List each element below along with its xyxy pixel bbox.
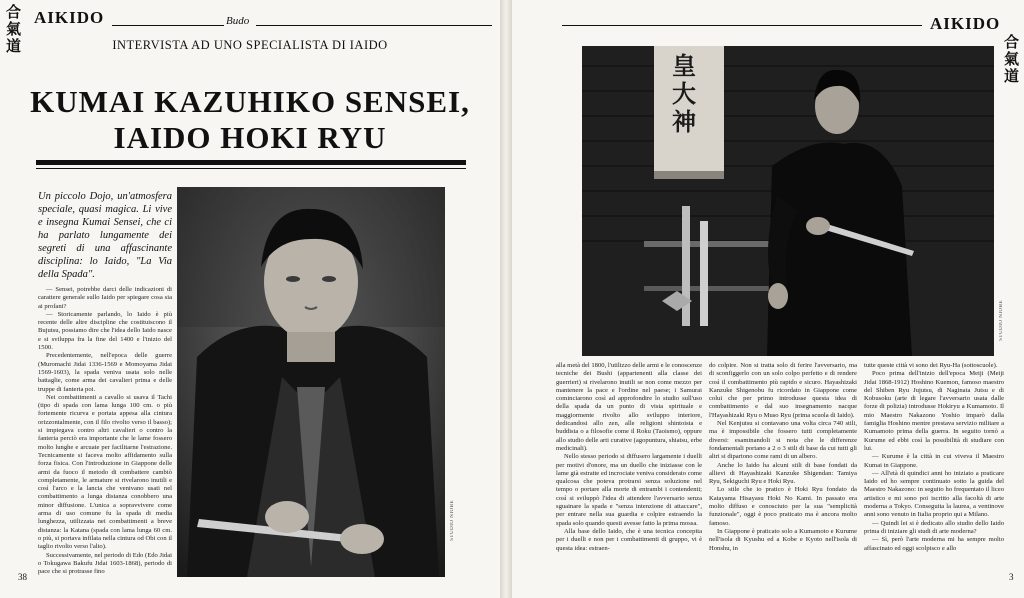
- paragraph: — Storicamente parlando, lo Iaido è più recente delle altre discipline che costituiscono il Bujutsu, possiamo dire che l'idea dello Iaido nasce e si sviluppa fra la fine del 1400 e l'inizio del 1500.: [38, 310, 172, 352]
- paragraph: Successivamente, nel periodo di Edo (Edo Jidai o Tokugawa Bakufu Jidai 1603-1868), periodo di pace che si protrasse fino: [38, 551, 172, 576]
- kanji-char: 氣: [1004, 50, 1020, 68]
- paragraph: — Kurume è la città in cui viveva il Maestro Kumai in Giappone.: [864, 453, 1004, 469]
- kanji-char: 合: [6, 3, 22, 21]
- article-subtitle: INTERVISTA AD UNO SPECIALISTA DI IAIDO: [112, 38, 388, 52]
- sensei-dojo-image: [582, 46, 994, 356]
- paragraph: Anche lo Iaido ha alcuni stili di base fondati da allievi di Hayashizaki Kanzuke Shigendan: Tamiya Ryu, Sekiguchi Ryu e Hoki Ryu.: [709, 461, 857, 486]
- header-rule: [112, 25, 224, 26]
- page-number: 38: [18, 572, 27, 582]
- kanji-char: 道: [6, 37, 22, 55]
- article-title-line-2: IAIDO HOKI RYU: [113, 120, 387, 155]
- page-number: 3: [1009, 572, 1014, 582]
- header-rule: [256, 25, 492, 26]
- paragraph: do colpire. Non si tratta solo di ferire l'avversario, ma di sconfiggerlo con un solo colpo perfetto e di rendere così il combattimento più rapido e sicuro. Hayashizaki Kanzuke Shigenobu fu ricordato in Giappone come colui che per primo introdusse questa idea di combattimento e dal suo insegnamento nacque l'Hayashizaki Ryu o Muso Ryu (prima scuola di Iaido).: [709, 362, 857, 419]
- right-page: [512, 0, 1024, 598]
- section-header: AIKIDO: [34, 8, 105, 27]
- paragraph: Nello stesso periodo si diffusero largamente i duelli per motivi d'onore, ma un duello che iniziasse con le lame già estratte ed incrociate veniva considerato come qualcosa che poteva protrarsi senza soluzione nel tempo o portare alla morte di entrambi i contendenti; così si sviluppò l'idea di attendere l'avversario senza sguainare la spada e "senza intenzione di attaccare", per entrare nella sua guardia e colpire estraendo la spada solo quando questi avesse fatto la prima mossa.: [556, 453, 702, 527]
- paragraph: Lo stile che io pratico è Hoki Ryu fondato da Katayama Hisayasu Hoki No Kami. In passato era molto diffuso e conosciuto per la sua "semplicità funzionale", oggi è poco praticato ma è ancora molto famoso.: [709, 486, 857, 527]
- portrait-photo: [177, 187, 445, 577]
- section-header: AIKIDO: [930, 14, 1001, 33]
- header-rule: [562, 25, 922, 26]
- kanji-char: 合: [1004, 33, 1020, 51]
- kanji-char: 皇: [672, 51, 696, 80]
- paragraph: In Giappone è praticato solo a Kumamoto e Kurume nell'isola di Kyushu ed a Kobe e Kyoto nell'isola di Honshu, in: [709, 527, 857, 552]
- page-gutter: [500, 0, 512, 598]
- paragraph: Nei combattimenti a cavallo si usava il Tachi (tipo di spada con lama lunga 100 cm. o più fortemente ricurva e portata appesa alla cintura orizzontalmente, con il filo rivolto verso il basso); si impiegava contro altri cavalieri o contro la fanteria perciò era importante che le lame fossero molto lunghe e arcuate per facilitarne l'estrazione. Tecnicamente si faceva molto affidamento sulla forza fisica. Con l'introduzione in Giappone delle armi da fuoco il metodo di combattere cambiò completamente, le armature si rivelarono inutili e così l'arco e la lancia che venivano usati nel combattimento a lunga distanza conobbero una minor diffusione. L'unica a sopravvivere come arma di uso comune fu la spada di media lunghezza, utilizzata nei combattimenti a breve distanza: la Katana (spada con lama lunga 60 cm. o più, si portava infilata nella cintura od Obi con il taglio rivolto verso l'alto).: [38, 393, 172, 551]
- left-page: [0, 0, 500, 598]
- article-intro: Un piccolo Dojo, un'atmosfera speciale, quasi magica. Li vive e insegna Kumai Sensei, che ci ha parlato lungamente dei segreti di una affascinante disciplina: lo Iaido, "La Via della Spada".: [38, 191, 172, 280]
- article-column: [38, 286, 172, 578]
- photo-credit: STUDIO NIOBE: [450, 500, 455, 541]
- paragraph: Alla base dello Iaido, che è una tecnica concepita per i duelli e non per i combattimenti di gruppo, vi è questa idea: estraen-: [556, 527, 702, 552]
- dojo-photo: [582, 46, 994, 356]
- kanji-char: 氣: [6, 20, 22, 38]
- aikido-kanji-logo: [1004, 34, 1019, 85]
- title-rule-thin: [36, 168, 466, 169]
- article-title-line-1: KUMAI KAZUHIKO SENSEI,: [30, 84, 470, 119]
- paragraph: alla metà del 1800, l'utilizzo delle armi e le conoscenze tecniche dei Bushi (appartenenti alla classe dei guerrieri) si rivelarono inutili se non come mezzo per mantenere la pace e l'ordine nel paese; i Samurai cominciarono così ad approfondire lo studio sull'uso della spada da un punto di vista spirituale e maggiormente rivolto allo sviluppo interiore, dedicandosi allo zen, alle religioni shintoista e buddista o a filosofie come il Roku (Taoismo), oppure allo studio delle arti curative (agopuntura, shiatsu, erbe medicinali).: [556, 362, 702, 452]
- kanji-char: 道: [1004, 67, 1020, 85]
- photo-credit: STUDIO NIOBE: [999, 300, 1004, 341]
- article-column-2: [709, 362, 857, 587]
- paragraph: — Sì, però l'arte moderna mi ha sempre molto affascinato ed oggi scolpisco e allo: [864, 536, 1004, 552]
- title-rule-thick: [36, 160, 466, 165]
- paragraph: tutte queste città vi sono dei Ryu-Ha (sottoscuole).: [864, 362, 998, 369]
- scroll-calligraphy: [672, 52, 696, 136]
- paragraph: Nel Kenjutsu si contavano una volta circa 740 stili, ma è impossibile che fossero tutti completamente diversi: esaminandoli si nota che le differenze fondamentali portano a 2 o 3 stili di base da cui tutti gli altri si dipartono come rami di un albero.: [709, 420, 857, 461]
- budo-label: Budo: [226, 15, 250, 27]
- kanji-char: 大: [672, 79, 696, 108]
- paragraph: Precedentemente, nell'epoca delle guerre (Muromachi Jidai 1336-1569 e Momoyama Jidai 1569-1603), la spada veniva usata solo nelle battaglie, come arma dei cavalieri prima e delle truppe di fanteria poi.: [38, 352, 172, 393]
- article-column-1: [556, 362, 702, 587]
- paragraph: — Sensei, potrebbe darci delle indicazioni di carattere generale sullo Iaido per spiegare cosa sia ai profani?: [38, 286, 172, 310]
- paragraph: — Quindi lei si è dedicato allo studio dello Iaido prima di iniziare gli studi di arte moderna?: [864, 519, 1004, 535]
- paragraph: — All'età di quindici anni ho iniziato a praticare Iaido ed ho sempre continuato sotto la guida del Maestro Nakazono: in seguito ho frequentato il liceo artistico e mi sono poi iscritto alla facoltà di arte moderna a Tokyo. Conseguita la laurea, a ventinove anni sono venuto in Italia proprio qui a Milano.: [864, 469, 1004, 519]
- paragraph: Poco prima dell'inizio dell'epoca Meiji (Meiji Jidai 1868-1912) Hoshino Kuemon, famoso maestro del Shiben Ryu Jujutsu, di Naginata Jutsu e di Kobusoku (arte di legare l'avversario usata dalle forze di polizia) introdusse Hokiryu a Kumamoto. Il mio Maestro Nakazono Yoshio imparò dalla famiglia Hoshino mentre prestava servizio militare a Kumamoto prima della guerra. In seguito tornò a Kurume ed ebbi così la possibilità di studiare con lui.: [864, 370, 1004, 452]
- kanji-char: 神: [672, 107, 696, 136]
- sensei-portrait-image: [177, 187, 445, 577]
- article-column-3: [864, 362, 1004, 587]
